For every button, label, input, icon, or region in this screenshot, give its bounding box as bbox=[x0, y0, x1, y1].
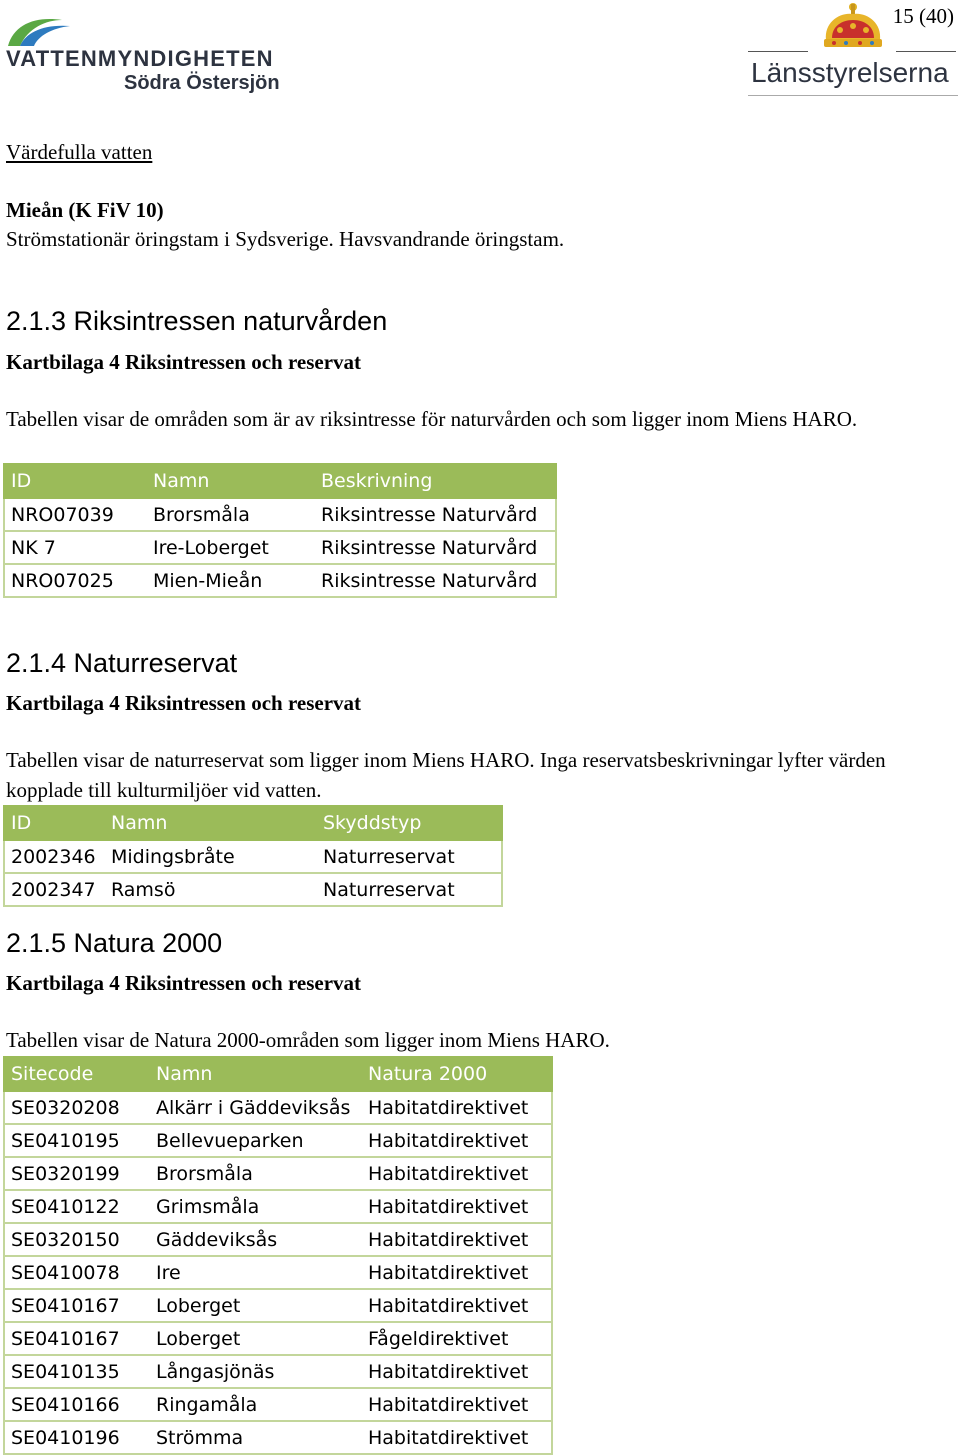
table-row bbox=[4, 840, 502, 873]
table-cell: Habitatdirektivet bbox=[361, 1157, 552, 1190]
column-header: Namn bbox=[146, 464, 314, 498]
table-cell: Habitatdirektivet bbox=[361, 1355, 552, 1388]
logo-subtitle: Södra Östersjön bbox=[124, 72, 280, 94]
table-row bbox=[4, 1322, 552, 1355]
table-row bbox=[4, 1091, 552, 1124]
table-header-row bbox=[4, 806, 502, 840]
table-cell: Mien-Mieån bbox=[146, 564, 314, 597]
heading-natura2000: 2.1.5 Natura 2000 bbox=[6, 928, 223, 958]
logo-underline bbox=[748, 95, 958, 96]
table-cell: Midingsbråte bbox=[104, 840, 316, 873]
water-title: Mieån (K FiV 10) bbox=[6, 198, 164, 222]
table-cell: SE0410167 bbox=[4, 1322, 149, 1355]
table-cell: SE0320199 bbox=[4, 1157, 149, 1190]
subheading-riksintressen: Kartbilaga 4 Riksintressen och reservat bbox=[6, 350, 362, 374]
page-number: 15 (40) bbox=[892, 4, 954, 28]
table-cell: Gäddeviksås bbox=[149, 1223, 361, 1256]
table-cell: SE0410167 bbox=[4, 1289, 149, 1322]
table-natura2000 bbox=[3, 1056, 553, 1455]
intro-natura2000: Tabellen visar de Natura 2000-områden som ligger inom Miens HARO. bbox=[6, 1028, 610, 1052]
table-row bbox=[4, 873, 502, 906]
column-header: ID bbox=[4, 806, 104, 840]
table-cell: Riksintresse Naturvård bbox=[314, 498, 556, 531]
table-cell: NK 7 bbox=[4, 531, 146, 564]
table-cell: Bellevueparken bbox=[149, 1124, 361, 1157]
table-cell: 2002346 bbox=[4, 840, 104, 873]
table-riksintressen bbox=[3, 463, 557, 598]
intro-riksintressen: Tabellen visar de områden som är av riksintresse för naturvården och som ligger inom Miens HARO. bbox=[6, 407, 858, 431]
logo-name: Länsstyrelserna bbox=[751, 57, 949, 88]
table-cell: 2002347 bbox=[4, 873, 104, 906]
table-header-row bbox=[4, 1057, 552, 1091]
table-cell: Naturreservat bbox=[316, 840, 502, 873]
table-cell: Habitatdirektivet bbox=[361, 1421, 552, 1454]
water-description: Strömstationär öringstam i Sydsverige. Havsvandrande öringstam. bbox=[6, 227, 565, 251]
table-cell: Naturreservat bbox=[316, 873, 502, 906]
table-cell: NRO07039 bbox=[4, 498, 146, 531]
table-cell: SE0410195 bbox=[4, 1124, 149, 1157]
table-cell: Habitatdirektivet bbox=[361, 1388, 552, 1421]
table-row bbox=[4, 1223, 552, 1256]
table-header-row bbox=[4, 464, 556, 498]
table-cell: Habitatdirektivet bbox=[361, 1190, 552, 1223]
table-cell: Habitatdirektivet bbox=[361, 1091, 552, 1124]
table-cell: SE0320208 bbox=[4, 1091, 149, 1124]
table-cell: Långasjönäs bbox=[149, 1355, 361, 1388]
table-row bbox=[4, 531, 556, 564]
intro-naturreservat: Tabellen visar de naturreservat som ligger inom Miens HARO. Inga reservatsbeskrivningar lyfter värden kopplade till kulturmiljöer vid vatten. bbox=[6, 748, 886, 802]
valuable-waters-link[interactable]: Värdefulla vatten bbox=[6, 140, 153, 164]
column-header: Skyddstyp bbox=[316, 806, 502, 840]
table-row bbox=[4, 1421, 552, 1454]
table-row bbox=[4, 1124, 552, 1157]
crown-icon bbox=[820, 2, 886, 52]
column-header: Namn bbox=[104, 806, 316, 840]
table-cell: Ramsö bbox=[104, 873, 316, 906]
table-cell: Habitatdirektivet bbox=[361, 1124, 552, 1157]
table-cell: Fågeldirektivet bbox=[361, 1322, 552, 1355]
table-cell: Loberget bbox=[149, 1289, 361, 1322]
column-header: Natura 2000 bbox=[361, 1057, 552, 1091]
table-naturreservat bbox=[3, 805, 503, 907]
vattenmyndigheten-logo bbox=[6, 14, 306, 100]
table-row bbox=[4, 1355, 552, 1388]
subheading-natura2000: Kartbilaga 4 Riksintressen och reservat bbox=[6, 971, 362, 995]
lansstyrelserna-logo bbox=[748, 0, 960, 100]
table-cell: Habitatdirektivet bbox=[361, 1256, 552, 1289]
table-cell: Loberget bbox=[149, 1322, 361, 1355]
logo-title: VATTENMYNDIGHETEN bbox=[6, 46, 274, 71]
table-row bbox=[4, 1256, 552, 1289]
table-cell: SE0410078 bbox=[4, 1256, 149, 1289]
table-cell: SE0410135 bbox=[4, 1355, 149, 1388]
table-row bbox=[4, 1388, 552, 1421]
table-row bbox=[4, 1190, 552, 1223]
table-cell: Ire-Loberget bbox=[146, 531, 314, 564]
water-swoosh-icon bbox=[6, 14, 76, 50]
column-header: Namn bbox=[149, 1057, 361, 1091]
table-cell: NRO07025 bbox=[4, 564, 146, 597]
heading-riksintressen: 2.1.3 Riksintressen naturvården bbox=[6, 306, 388, 336]
table-cell: Alkärr i Gäddeviksås bbox=[149, 1091, 361, 1124]
table-cell: SE0320150 bbox=[4, 1223, 149, 1256]
table-cell: Habitatdirektivet bbox=[361, 1223, 552, 1256]
table-row bbox=[4, 1157, 552, 1190]
table-cell: SE0410196 bbox=[4, 1421, 149, 1454]
table-cell: Brorsmåla bbox=[146, 498, 314, 531]
table-cell: Habitatdirektivet bbox=[361, 1289, 552, 1322]
table-row bbox=[4, 564, 556, 597]
table-cell: Strömma bbox=[149, 1421, 361, 1454]
table-cell: Brorsmåla bbox=[149, 1157, 361, 1190]
table-cell: Ringamåla bbox=[149, 1388, 361, 1421]
column-header: Beskrivning bbox=[314, 464, 556, 498]
table-cell: Grimsmåla bbox=[149, 1190, 361, 1223]
table-cell: Riksintresse Naturvård bbox=[314, 564, 556, 597]
logo-rule-right bbox=[896, 51, 956, 52]
column-header: ID bbox=[4, 464, 146, 498]
table-cell: SE0410166 bbox=[4, 1388, 149, 1421]
table-cell: SE0410122 bbox=[4, 1190, 149, 1223]
column-header: Sitecode bbox=[4, 1057, 149, 1091]
table-row bbox=[4, 1289, 552, 1322]
logo-rule-left bbox=[748, 51, 808, 52]
subheading-naturreservat: Kartbilaga 4 Riksintressen och reservat bbox=[6, 691, 362, 715]
table-row bbox=[4, 498, 556, 531]
table-cell: Riksintresse Naturvård bbox=[314, 531, 556, 564]
heading-naturreservat: 2.1.4 Naturreservat bbox=[6, 648, 238, 678]
table-cell: Ire bbox=[149, 1256, 361, 1289]
